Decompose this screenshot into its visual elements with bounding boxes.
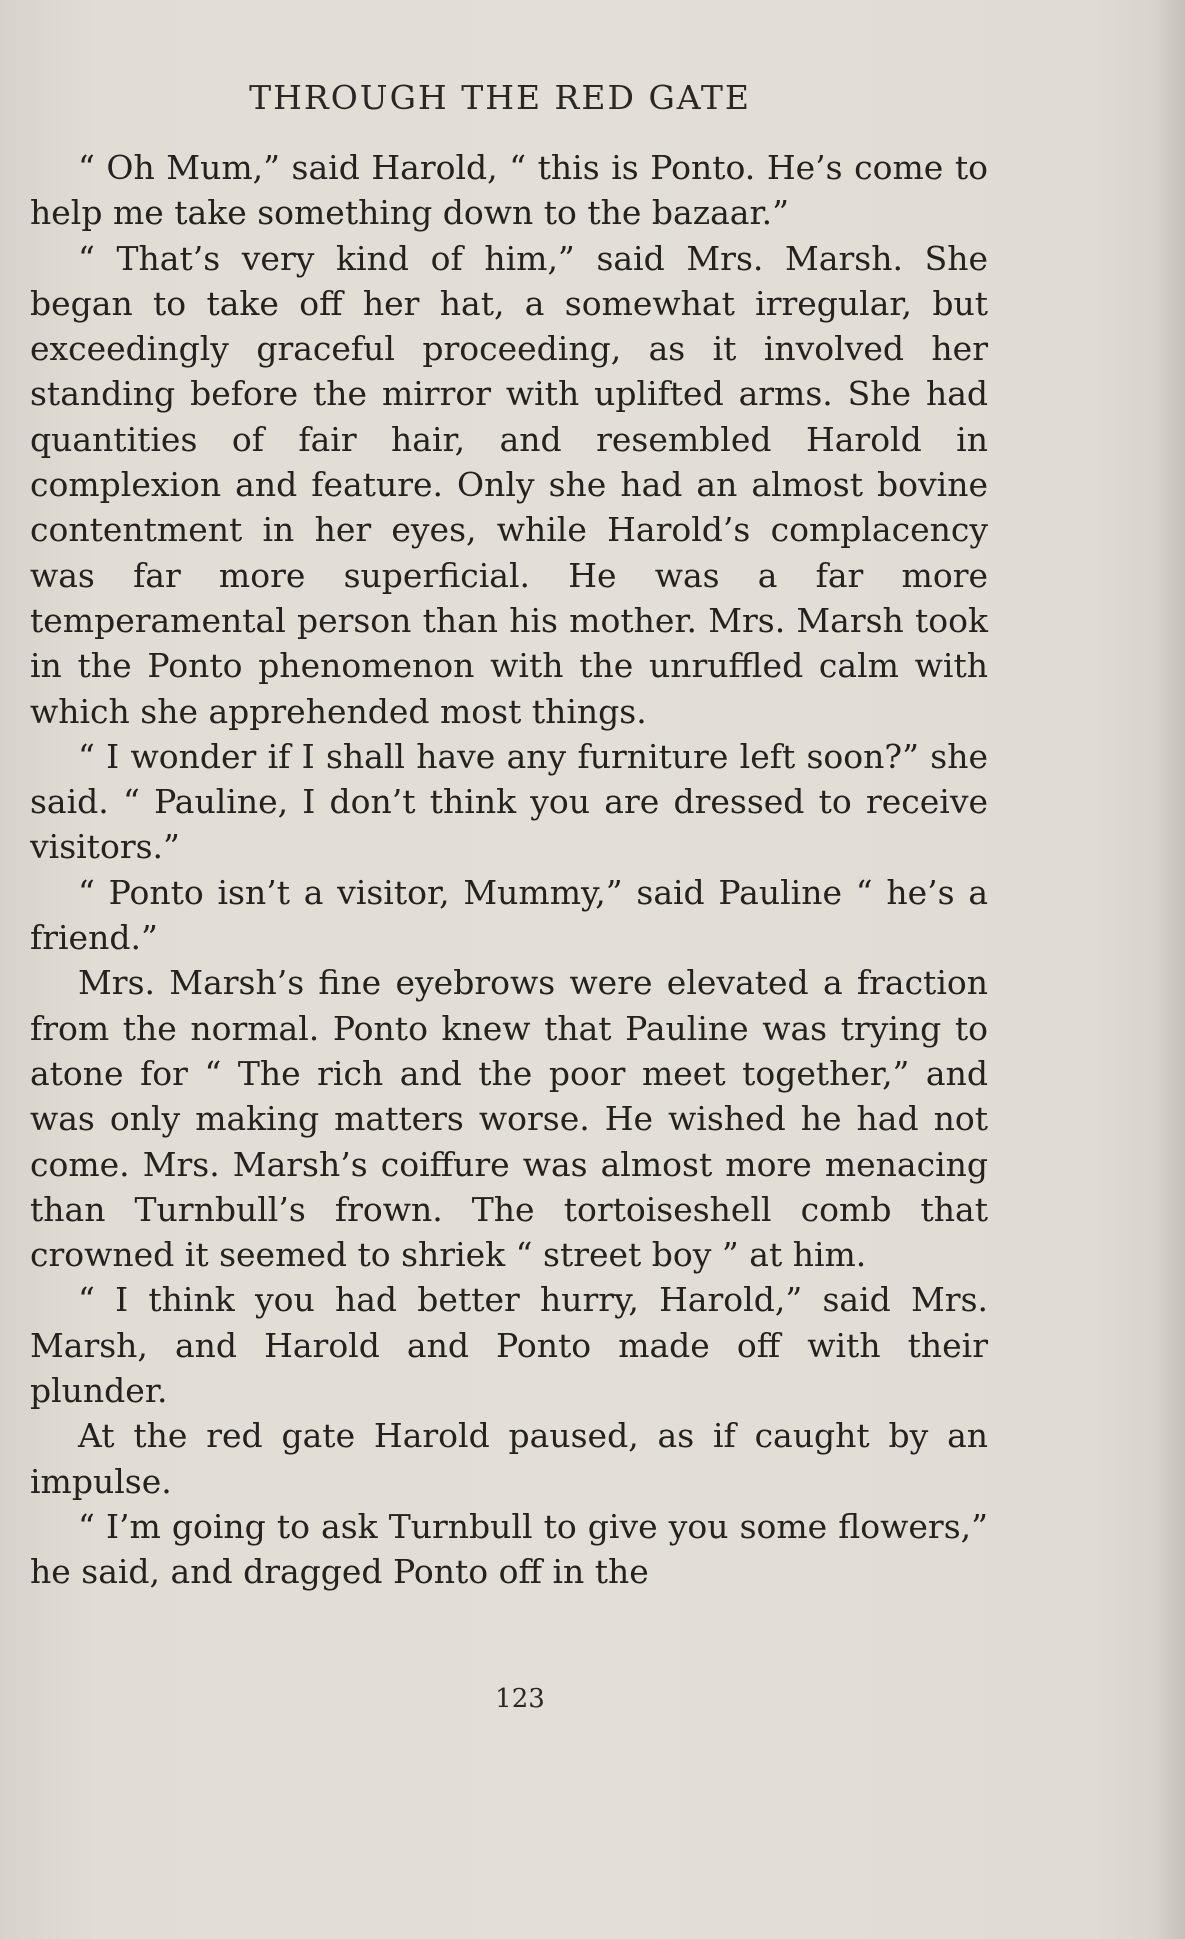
paragraph: “ Ponto isn’t a visitor, Mummy,” said Pauline “ he’s a friend.” — [30, 872, 988, 958]
body-text — [30, 145, 988, 1595]
paragraph: “ I’m going to ask Turnbull to give you some flowers,” he said, and dragged Ponto off in the — [30, 1506, 988, 1592]
paragraph: “ I wonder if I shall have any furniture left soon?” she said. “ Pauline, I don’t think you are dressed to receive visitors.” — [30, 736, 988, 867]
paragraph: At the red gate Harold paused, as if caught by an impulse. — [30, 1416, 988, 1501]
paragraph: “ I think you had better hurry, Harold,” said Mrs. Marsh, and Harold and Ponto made off with their plunder. — [30, 1280, 988, 1411]
paragraph: “ Oh Mum,” said Harold, “ this is Ponto. He’s come to help me take something down to the bazaar.” — [30, 148, 988, 233]
running-head: THROUGH THE RED GATE — [249, 78, 751, 117]
page-edge-shadow — [1155, 0, 1185, 1939]
page-number: 123 — [495, 1684, 545, 1714]
paragraph: “ That’s very kind of him,” said Mrs. Marsh. She began to take off her hat, a somewhat irregular, but exceedingly graceful proceeding, as it involved her standing before the mirror with uplifted arms. She had quantities of fair hair, and resembled Harold in complexion and feature. Only she had an almost bovine contentment in her eyes, while Harold’s complacency was far more superficial. He was a far more temperamental person than his mother. Mrs. Marsh took in the Ponto phenomenon with the unruffled calm with which she apprehended most things. — [30, 238, 988, 731]
paragraph: Mrs. Marsh’s fine eyebrows were elevated a fraction from the normal. Ponto knew that Pauline was trying to atone for “ The rich and the poor meet together,” and was only making matters worse. He wished he had not come. Mrs. Marsh’s coiffure was almost more menacing than Turnbull’s frown. The tortoiseshell comb that crowned it seemed to shriek “ street boy ” at him. — [30, 963, 988, 1275]
